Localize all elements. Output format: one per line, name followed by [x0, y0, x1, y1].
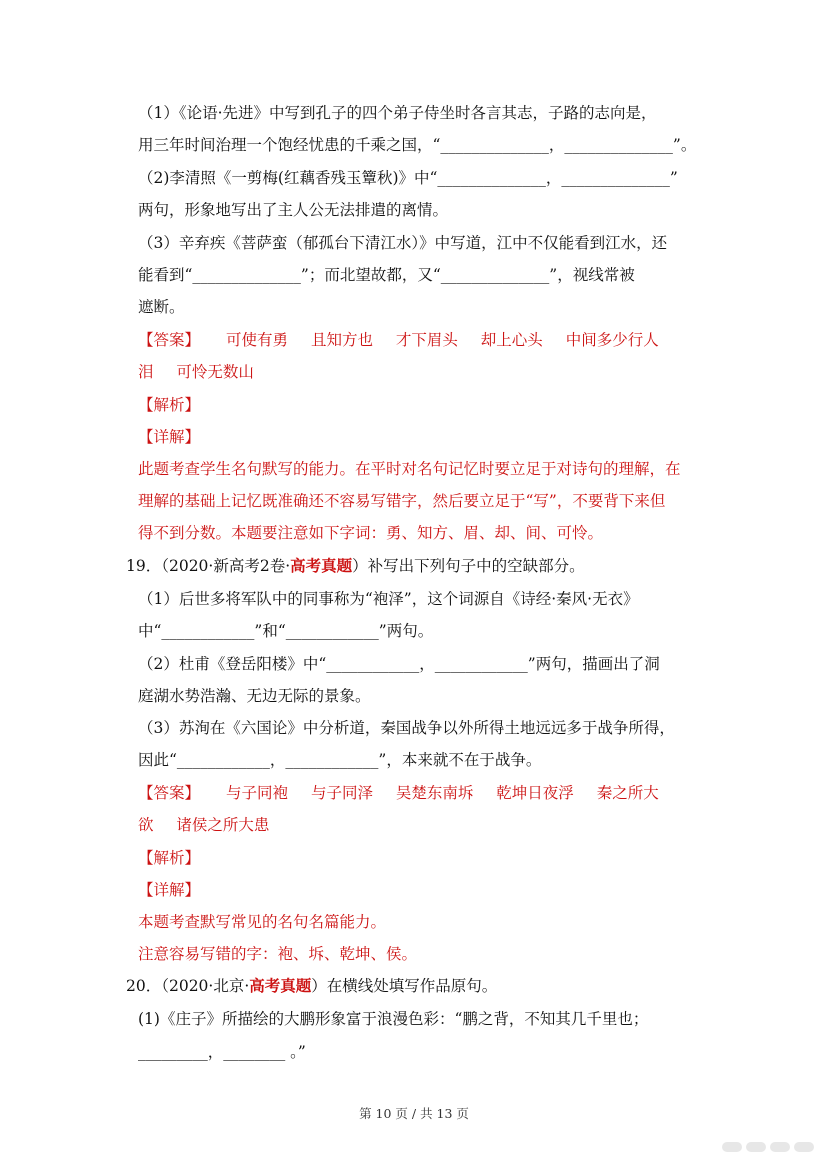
q18-analysis-label: 【解析】	[138, 396, 201, 414]
q19-analysis-label: 【解析】	[138, 849, 201, 867]
watermark-logo	[722, 1134, 818, 1160]
answer-text: 可使有勇 且知方也 才下眉头 却上心头 中间多少行人	[226, 331, 659, 349]
q18-detail-line1: 此题考查学生名句默写的能力。在平时对名句记忆时要立足于对诗句的理解，在	[138, 460, 681, 478]
q19-detail-label: 【详解】	[138, 881, 201, 899]
q19-heading	[126, 556, 716, 576]
q19-part3-line2: 因此“____________，____________”，本来就不在于战争。	[138, 751, 542, 769]
q19-source-tag: 高考真题	[290, 556, 353, 575]
q20-part1-line1: (1)《庄子》所描绘的大鹏形象富于浪漫色彩：“鹏之背，不知其几千里也；	[138, 1010, 649, 1028]
q18-detail-line3: 得不到分数。本题要注意如下字词：勇、知方、眉、却、间、可怜。	[138, 524, 604, 542]
answer-label: 【答案】	[138, 331, 201, 349]
q19-detail-line1: 本题考查默写常见的名句名篇能力。	[138, 913, 387, 931]
q18-part1-line2: 用三年时间治理一个饱经忧患的千乘之国，“______________，______________”。	[138, 136, 697, 154]
q20-heading-post: ）在横线处填写作品原句。	[311, 977, 498, 995]
q20-heading	[126, 976, 716, 996]
q18-part1-line1: （1）《论语·先进》中写到孔子的四个弟子侍坐时各言其志，子路的志向是，	[138, 104, 657, 122]
answer-label: 【答案】	[138, 784, 201, 802]
q19-part2-line1: （2）杜甫《登岳阳楼》中“____________，____________”两句，描画出了洞	[138, 655, 660, 673]
q18-detail-line2: 理解的基础上记忆既准确还不容易写错字，然后要立足于“写”，不要背下来但	[138, 492, 666, 510]
q20-part1-line2: _________，________ 。”	[138, 1043, 306, 1061]
q19-part2-line2: 庭湖水势浩瀚、无边无际的景象。	[138, 687, 371, 705]
q20-heading-pre: 20．（2020·北京·	[126, 977, 250, 995]
q18-part3-line3: 遮断。	[138, 298, 185, 316]
q19-heading-pre: 19．（2020·新高考2卷·	[126, 557, 291, 575]
page-footer: 第 10 页 / 共 13 页	[359, 1106, 469, 1121]
q18-answer-line2: 泪 可怜无数山	[138, 363, 254, 381]
q19-answer-line1	[138, 783, 728, 803]
q18-detail-label: 【详解】	[138, 428, 201, 446]
q18-answer-line1	[138, 330, 728, 350]
q18-part3-line1: （3）辛弃疾《菩萨蛮（郁孤台下清江水）》中写道，江中不仅能看到江水，还	[138, 234, 668, 252]
q20-source-tag: 高考真题	[249, 976, 312, 995]
q18-part2-line1: （2)李清照《一剪梅(红藕香残玉簟秋)》中“______________，______________”	[138, 169, 678, 187]
q19-part1-line1: （1）后世多将军队中的同事称为“袍泽”，这个词源自《诗经·秦风·无衣》	[138, 590, 639, 608]
q19-part1-line2: 中“____________”和“____________”两句。	[138, 622, 434, 640]
q18-part3-line2: 能看到“______________”；而北望故都，又“______________”，视线常被	[138, 266, 635, 284]
q19-heading-post: ）补写出下列句子中的空缺部分。	[352, 557, 585, 575]
q19-detail-line2: 注意容易写错的字：袍、坼、乾坤、侯。	[138, 945, 418, 963]
q19-part3-line1: （3）苏洵在《六国论》中分析道，秦国战争以外所得土地远远多于战争所得，	[138, 719, 675, 737]
q19-answer-line2: 欲 诸侯之所大患	[138, 816, 270, 834]
answer-text: 与子同袍 与子同泽 吴楚东南坼 乾坤日夜浮 秦之所大	[226, 784, 659, 802]
q18-part2-line2: 两句，形象地写出了主人公无法排遣的离情。	[138, 201, 449, 219]
